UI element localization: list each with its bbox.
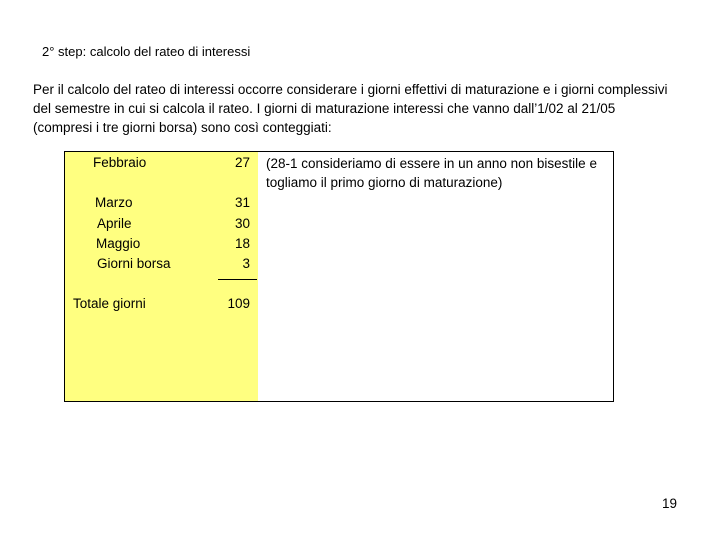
row-label-giorni-borsa: Giorni borsa bbox=[97, 256, 171, 271]
row-value-giorni-borsa: 3 bbox=[242, 256, 250, 271]
paragraph-line: del semestre in cui si calcola il rateo. I giorni di maturazione interessi che vanno dall’1/02 al 21/05 bbox=[33, 101, 616, 116]
row-value-maggio: 18 bbox=[234, 236, 250, 251]
row-label-maggio: Maggio bbox=[96, 236, 141, 251]
total-label: Totale giorni bbox=[73, 296, 146, 311]
intro-paragraph bbox=[33, 80, 698, 137]
total-value: 109 bbox=[227, 296, 250, 311]
row-value-marzo: 31 bbox=[234, 195, 250, 210]
days-table-box bbox=[64, 151, 259, 402]
page-number: 19 bbox=[661, 496, 677, 511]
febbraio-note bbox=[266, 154, 597, 192]
paragraph-line: Per il calcolo del rateo di interessi occorre considerare i giorni effettivi di maturazione e i giorni complessivi bbox=[33, 82, 668, 97]
row-label-aprile: Aprile bbox=[97, 216, 132, 231]
row-label-febbraio: Febbraio bbox=[93, 155, 147, 170]
row-value-febbraio: 27 bbox=[234, 155, 250, 170]
row-value-aprile: 30 bbox=[234, 216, 250, 231]
note-line: (28-1 consideriamo di essere in un anno non bisestile e bbox=[266, 156, 597, 171]
note-line: togliamo il primo giorno di maturazione) bbox=[266, 175, 503, 190]
row-label-marzo: Marzo bbox=[95, 195, 133, 210]
slide-title: 2° step: calcolo del rateo di interessi bbox=[42, 44, 251, 59]
paragraph-line: (compresi i tre giorni borsa) sono così conteggiati: bbox=[33, 120, 332, 135]
sum-divider bbox=[218, 279, 257, 280]
